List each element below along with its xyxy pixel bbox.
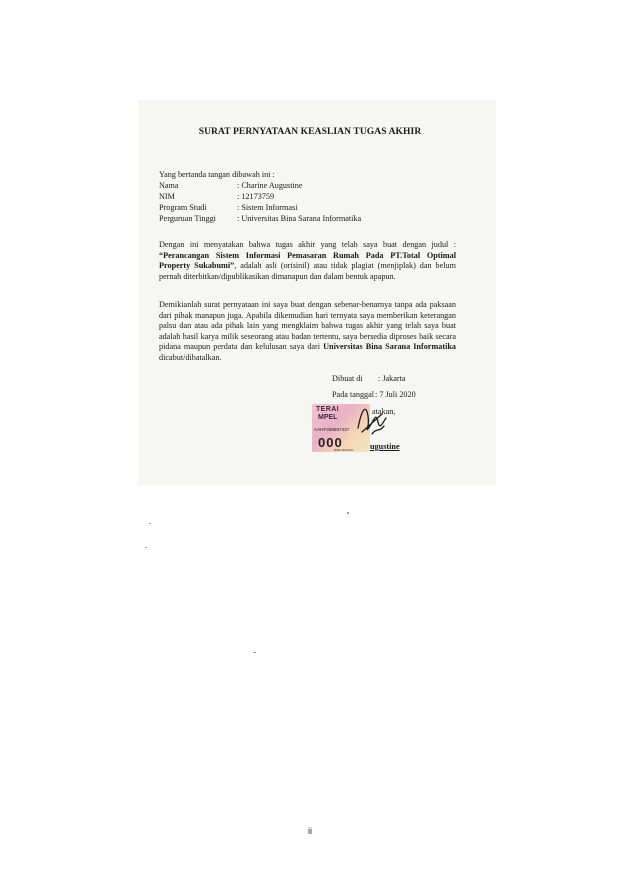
field-value-pt: : Universitas Bina Sarana Informatika: [237, 214, 362, 223]
declaration-paragraph: [159, 300, 456, 364]
date-value: : 7 Juli 2020: [375, 390, 416, 399]
field-value-nim: : 12173759: [237, 192, 275, 201]
handwritten-signature: [352, 398, 392, 442]
document-title: SURAT PERNYATAAN KEASLIAN TUGAS AKHIR: [198, 127, 422, 137]
field-label-nim: NIM: [159, 192, 175, 201]
scan-speck: [253, 652, 256, 653]
stamp-code: AAHF268897437: [314, 427, 350, 432]
date-label: Pada tanggal: [332, 390, 375, 399]
field-value-prodi: : Sistem Informasi: [237, 203, 298, 212]
stamp-line1: TERAI: [316, 406, 339, 413]
signer-name: ugustine: [370, 442, 400, 451]
place-value: : Jakarta: [378, 374, 406, 383]
statement-rest: , adalah asli (orisinil) atau tidak plagiat (menjiplak) dan belum pernah diterbitkan/dipublikasikan dimanapun dan dalam bentuk apapun.: [159, 261, 457, 281]
menyatakan-text: atakan,: [372, 407, 396, 416]
statement-paragraph: [159, 240, 456, 282]
thesis-title: “Perancangan Sistem Informasi Pemasaran Rumah Pada PT.Total Optimal Property Sukabumi”: [159, 250, 456, 271]
statement-lead: Dengan ini menyatakan bahwa tugas akhir yang telah saya buat dengan judul :: [159, 240, 456, 249]
field-label-prodi: Program Studi: [159, 203, 207, 212]
stamp-sub: RIBU RUPIAH: [334, 448, 354, 452]
stamp-line2: MPEL: [318, 414, 338, 421]
field-label-pt: Perguruan Tinggi: [159, 214, 216, 223]
stamp-value: 000: [318, 435, 343, 450]
institution-name: Universitas Bina Sarana Informatika: [323, 342, 457, 352]
declaration-text: Demikianlah surat pernyataan ini saya buat dengan sebenar-benarnya tanpa ada paksaan dari pihak manapun juga. Apabila dikemudian hari ternyata saya memberikan keterangan palsu dan atau ada pihak lain yang mengklaim bahwa tugas akhir yang telah saya buat adalah hasil karya milik seseorang atau badan tertentu, saya bersedia diproses baik secara pidana maupun perdata dan kelulusan saya dari: [159, 300, 456, 352]
field-value-nama: : Charine Augustine: [237, 181, 303, 190]
field-label-nama: Nama: [159, 181, 179, 190]
place-label: Dibuat di: [332, 374, 363, 383]
scan-speck: [149, 523, 151, 524]
scan-speck: [347, 512, 349, 514]
declaration-end: dicabut/dibatalkan.: [159, 352, 222, 362]
page-number: ii: [308, 826, 312, 836]
intro-text: Yang bertanda tangan dibawah ini :: [159, 170, 275, 179]
scan-speck: [145, 547, 147, 548]
